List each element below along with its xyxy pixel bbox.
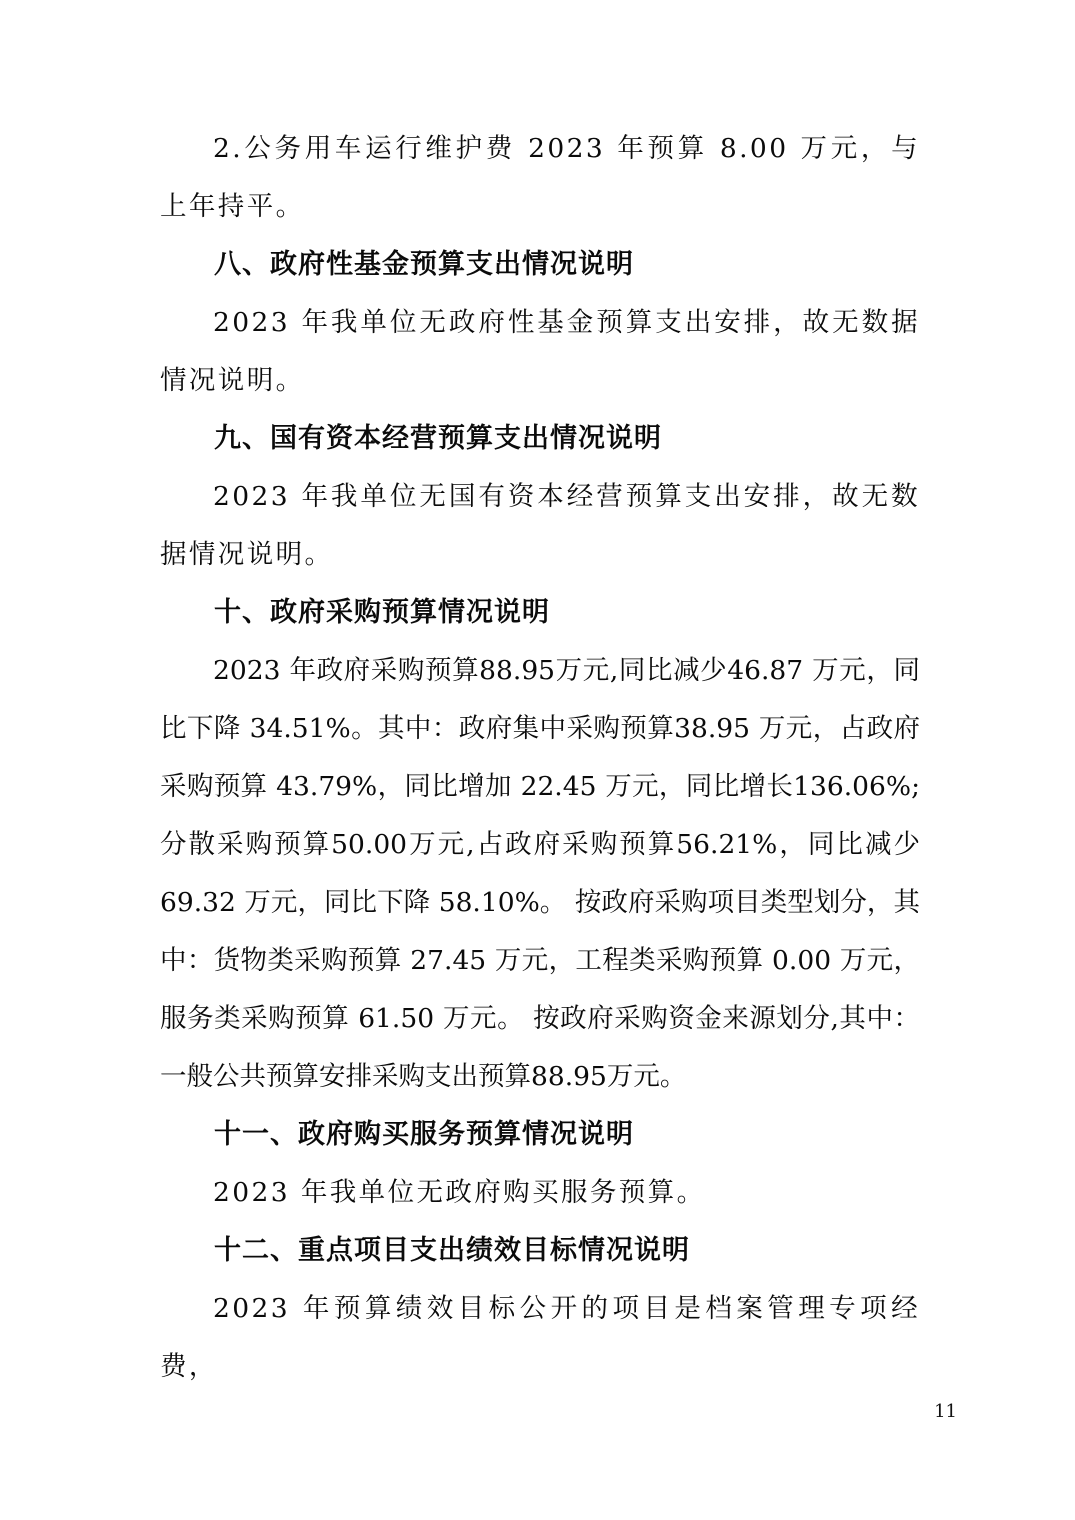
paragraph-government-purchase-service-budget: 2023 年我单位无政府购买服务预算。 xyxy=(213,1177,706,1208)
paragraph-state-capital-operation-budget: 2023 年我单位无国有资本经营预算支出安排，故无数据情况说明。 xyxy=(160,481,920,570)
page-number: 11 xyxy=(934,1401,957,1422)
paragraph-official-vehicle-maintenance: 2.公务用车运行维护费 2023 年预算 8.00 万元，与上年持平。 xyxy=(160,133,920,222)
heading-government-fund-budget-expenditure: 八、政府性基金预算支出情况说明 xyxy=(214,249,634,280)
heading-government-procurement-budget: 十、政府采购预算情况说明 xyxy=(214,597,550,628)
heading-key-project-performance-target: 十二、重点项目支出绩效目标情况说明 xyxy=(214,1235,690,1266)
heading-state-capital-operation-budget: 九、国有资本经营预算支出情况说明 xyxy=(214,423,662,454)
heading-government-purchase-service-budget: 十一、政府购买服务预算情况说明 xyxy=(214,1119,634,1150)
document-body xyxy=(160,120,920,1396)
paragraph-government-procurement-budget: 2023 年政府采购预算88.95万元,同比减少46.87 万元，同比下降 34.51%。其中：政府集中采购预算38.95 万元，占政府采购预算 43.79%，同比增加 22.45 万元，同比增长136.06%;分散采购预算50.00万元,占政府采购预算56.21%，同比减少 69.32 万元，同比下降 58.10%。 按政府采购项目类型划分，其中：货物类采购预算 27.45 万元，工程类采购预算 0.00 万元，服务类采购预算 61.50 万元。 按政府采购资金来源划分,其中：一般公共预算安排采购支出预算88.95万元。 xyxy=(160,655,920,1092)
paragraph-key-project-performance-target: 2023 年预算绩效目标公开的项目是档案管理专项经费， xyxy=(160,1293,920,1382)
paragraph-government-fund-budget-expenditure: 2023 年我单位无政府性基金预算支出安排，故无数据情况说明。 xyxy=(160,307,920,396)
